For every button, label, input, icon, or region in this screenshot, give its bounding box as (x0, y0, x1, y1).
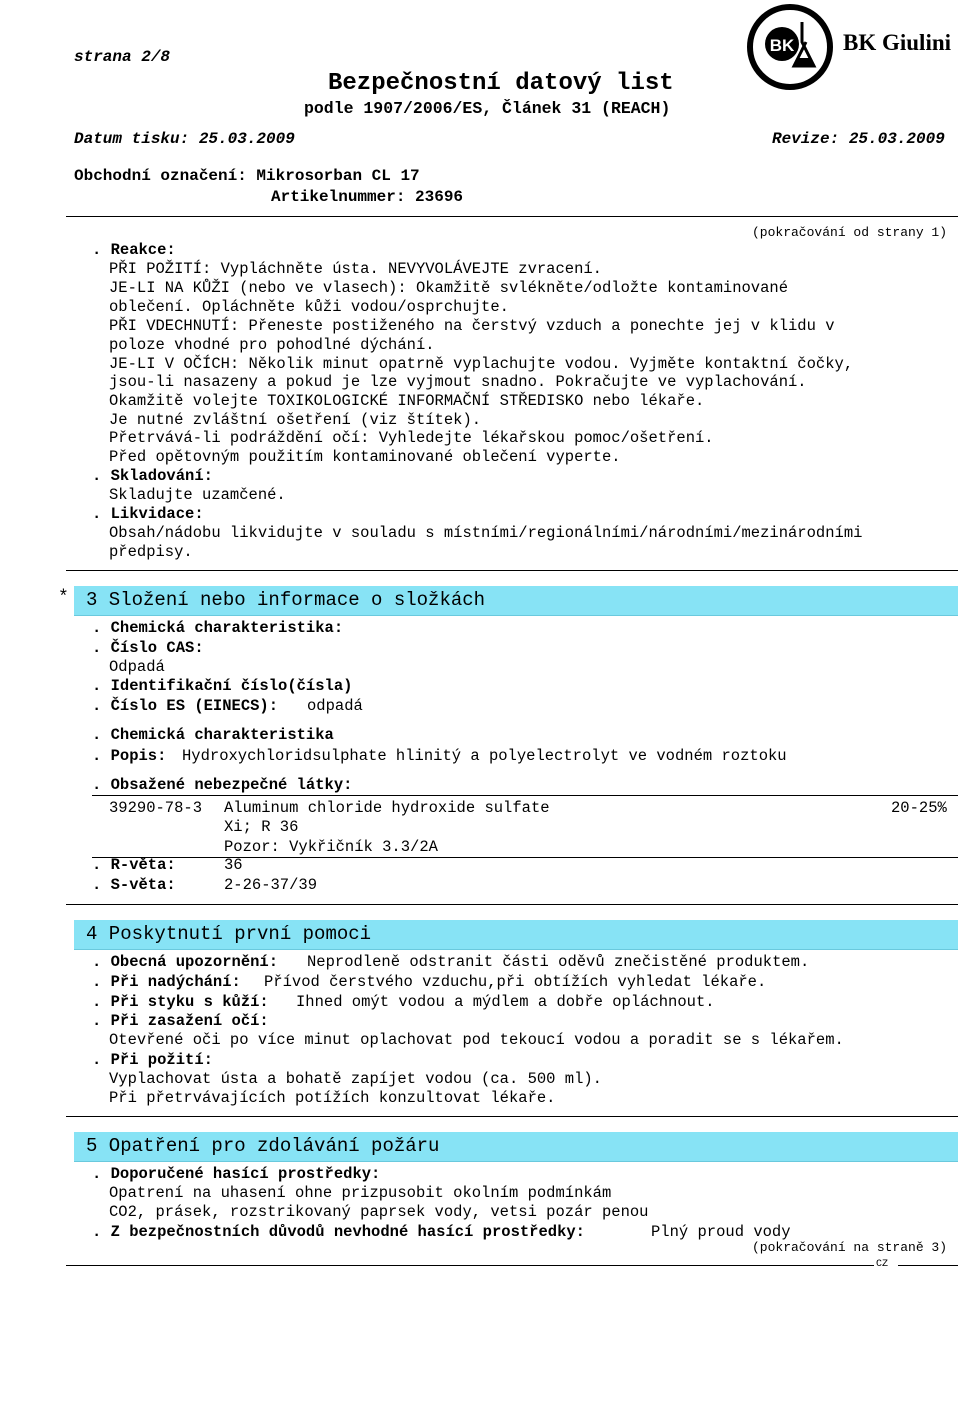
trade-name: Obchodní označení: Mikrosorban CL 17 (74, 167, 420, 185)
likvidace-label: . Likvidace: (92, 505, 204, 523)
article-number: Artikelnummer: 23696 (271, 188, 464, 206)
section-3-title: 3 Složení nebo informace o složkách (86, 589, 486, 611)
reakce-label: . Reakce: (92, 241, 176, 259)
skladovani-text: Skladujte uzamčené. (109, 486, 286, 504)
agents-line: Opatrení na uhasení ohne prizpusobit okolním podmínkám (109, 1184, 612, 1202)
popis-label: . Popis: (92, 747, 167, 765)
reakce-line: PŘI VDECHNUTÍ: Přeneste postiženého na čerstvý vzduch a ponechte jej v klidu v (109, 317, 835, 335)
company-name: BK Giulini (843, 30, 952, 55)
section-divider (66, 904, 958, 905)
reakce-line: jsou-li nasazeny a pokud je lze vyjmout snadno. Pokračujte ve vyplachování. (109, 373, 807, 391)
r-phrase-label: . R-věta: (92, 856, 176, 874)
ingestion-line: Vyplachovat ústa a bohatě zapíjet vodou (ca. 500 ml). (109, 1070, 602, 1088)
page-number: strana 2/8 (74, 48, 171, 66)
ingestion-line: Při přetrvávajících potížích konzultovat lékaře. (109, 1089, 556, 1107)
reakce-line: JE-LI V OČÍCH: Několik minut opatrně vyplachujte vodou. Vyjměte kontaktní čočky, (109, 355, 854, 373)
ident-label: . Identifikační číslo(čísla) (92, 677, 353, 695)
popis-value: Hydroxychloridsulphate hlinitý a polyelectrolyt ve vodném roztoku (182, 747, 787, 765)
reakce-line: Je nutné zvláštní ošetření (viz štítek). (109, 411, 482, 429)
s-phrase-label: . S-věta: (92, 876, 176, 894)
inhalation-label: . Při nadýchání: (92, 973, 241, 991)
section-5-title: 5 Opatření pro zdolávání požáru (86, 1135, 440, 1157)
section-divider (66, 1116, 958, 1117)
reakce-line: PŘI POŽITÍ: Vypláchněte ústa. NEVYVOLÁVEJTE zvracení. (109, 260, 602, 278)
s-phrase-value: 2-26-37/39 (224, 876, 318, 894)
table-divider (92, 795, 958, 796)
es-label: . Číslo ES (EINECS): (92, 697, 279, 715)
unsuitable-value: Plný proud vody (651, 1223, 791, 1241)
reakce-line: Okamžitě volejte TOXIKOLOGICKÉ INFORMAČNÍ STŘEDISKO nebo lékaře. (109, 392, 705, 410)
eye-value: Otevřené oči po více minut oplachovat pod tekoucí vodou a poradit se s lékařem. (109, 1031, 844, 1049)
general-label: . Obecná upozornění: (92, 953, 279, 971)
skin-label: . Při styku s kůží: (92, 993, 269, 1011)
reakce-line: JE-LI NA KŮŽI (nebo ve vlasech): Okamžitě svlékněte/odložte kontaminované (109, 279, 789, 297)
section-divider (66, 570, 958, 571)
hazard-label: . Obsažené nebezpečné látky: (92, 776, 353, 794)
logo-letters: BK (769, 36, 795, 55)
r-phrase-value: 36 (224, 856, 243, 874)
reakce-line: Před opětovným použitím kontaminované oblečení vyperte. (109, 448, 621, 466)
skladovani-label: . Skladování: (92, 467, 213, 485)
document-subtitle: podle 1907/2006/ES, Článek 31 (REACH) (304, 99, 671, 118)
language-code: CZ (876, 1259, 889, 1270)
substance-warning: Pozor: Vykřičník 3.3/2A (224, 838, 438, 856)
inhalation-value: Přívod čerstvého vzduchu,při obtížích vyhledat lékaře. (264, 973, 767, 991)
likvidace-line: předpisy. (109, 543, 193, 561)
chem-char-label: . Chemická charakteristika: (92, 619, 344, 637)
print-date: Datum tisku: 25.03.2009 (74, 130, 295, 148)
revision-date: Revize: 25.03.2009 (772, 130, 945, 148)
es-value: odpadá (307, 697, 363, 715)
cas-value: Odpadá (109, 658, 165, 676)
document-title: Bezpečnostní datový list (328, 70, 674, 97)
reakce-line: oblečení. Opláchněte kůži vodou/osprchujte. (109, 298, 509, 316)
substance-percent: 20-25% (891, 799, 947, 817)
chem-char-label-2: . Chemická charakteristika (92, 726, 334, 744)
agents-label: . Doporučené hasící prostředky: (92, 1165, 381, 1183)
skin-value: Ihned omýt vodou a mýdlem a dobře opláchnout. (296, 993, 715, 1011)
reakce-line: poloze vhodné pro pohodlné dýchání. (109, 336, 435, 354)
likvidace-line: Obsah/nádobu likvidujte v souladu s místními/regionálními/národními/mezinárodními (109, 524, 863, 542)
table-divider (92, 857, 958, 858)
eye-label: . Při zasažení očí: (92, 1012, 269, 1030)
continued-from: (pokračování od strany 1) (752, 225, 948, 240)
agents-line: CO2, prásek, rozstrikovaný paprsek vody, vetsi pozár penou (109, 1203, 649, 1221)
continued-to: (pokračování na straně 3) (752, 1240, 948, 1255)
section-4-title: 4 Poskytnutí první pomoci (86, 923, 372, 945)
general-value: Neprodleně odstranit části oděvů znečistěné produktem. (307, 953, 810, 971)
header-divider (66, 216, 958, 217)
unsuitable-label: . Z bezpečnostních důvodů nevhodné hasící prostředky: (92, 1223, 585, 1241)
reakce-line: Přetrvává-li podráždění očí: Vyhledejte lékařskou pomoc/ošetření. (109, 429, 714, 447)
revision-star: * (58, 588, 69, 608)
footer-divider-left (66, 1265, 874, 1266)
cas-label: . Číslo CAS: (92, 639, 204, 657)
bk-giulini-logo (746, 2, 836, 92)
footer-divider-right (898, 1265, 958, 1266)
substance-class: Xi; R 36 (224, 818, 299, 836)
ingestion-label: . Při požití: (92, 1051, 213, 1069)
substance-name: Aluminum chloride hydroxide sulfate (224, 799, 550, 817)
substance-cas: 39290-78-3 (109, 799, 203, 817)
